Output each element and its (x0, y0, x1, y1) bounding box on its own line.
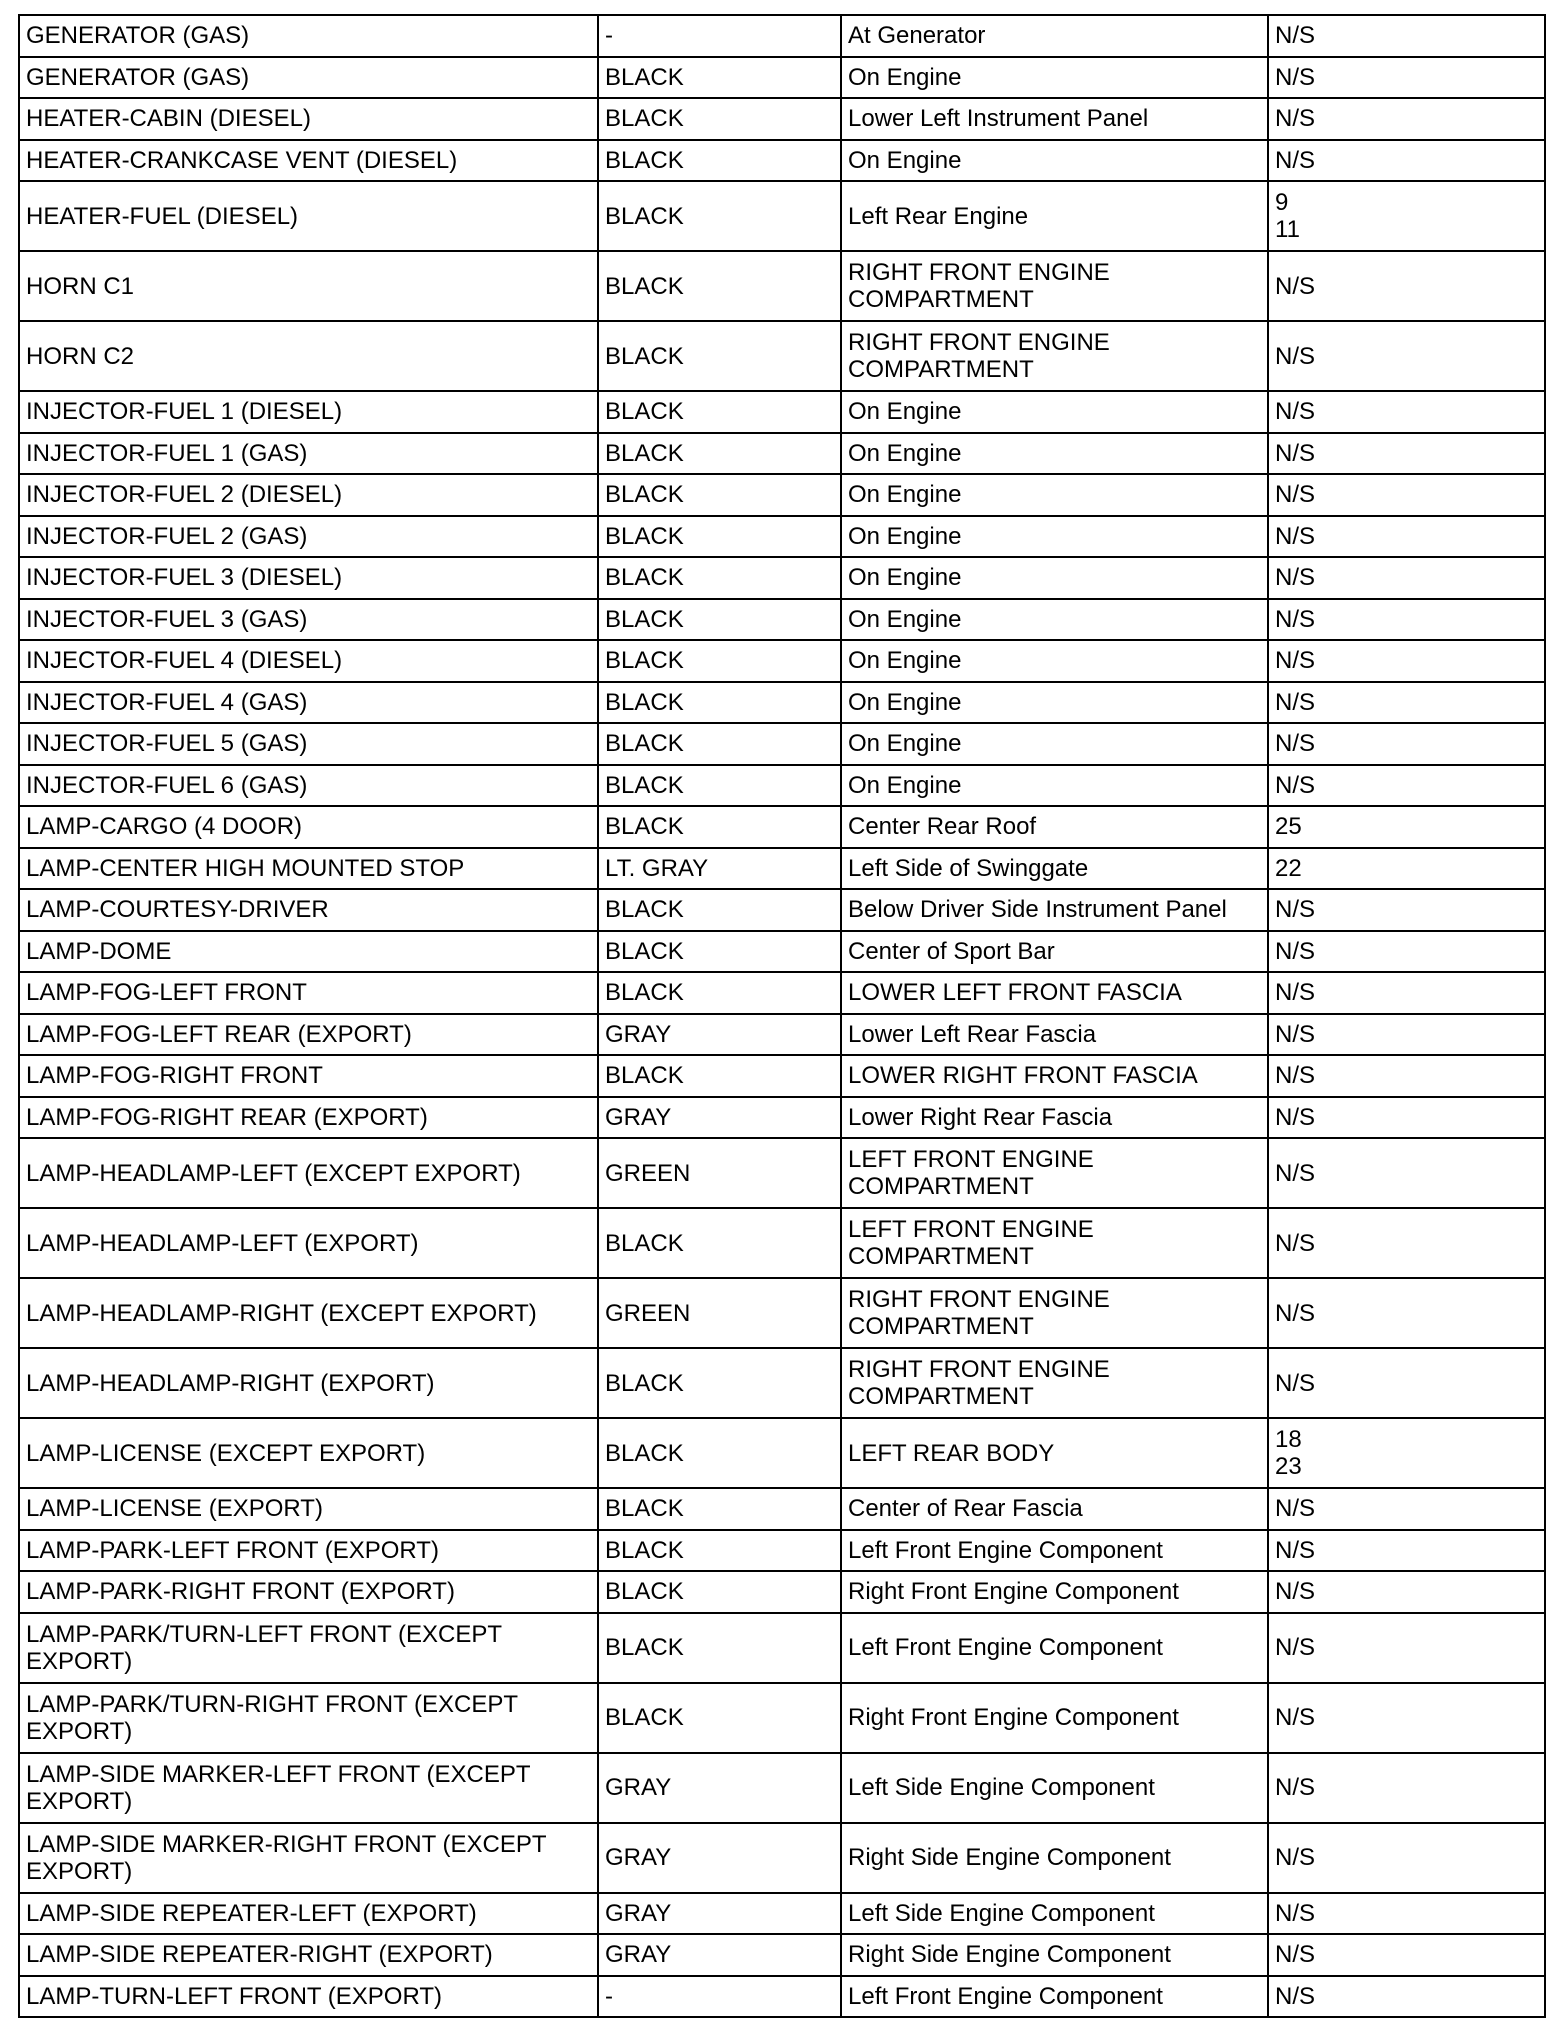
component-cell: INJECTOR-FUEL 3 (DIESEL) (19, 557, 598, 599)
connector-location-table (18, 14, 1546, 2018)
table-row (19, 765, 1545, 807)
component-cell: LAMP-HEADLAMP-LEFT (EXCEPT EXPORT) (19, 1138, 598, 1208)
connector-color-cell: BLACK (598, 98, 841, 140)
figure-cell: N/S (1268, 251, 1545, 321)
connector-color-cell: GRAY (598, 1097, 841, 1139)
component-cell: LAMP-LICENSE (EXPORT) (19, 1488, 598, 1530)
table-row (19, 98, 1545, 140)
location-cell: On Engine (841, 640, 1268, 682)
component-cell: LAMP-SIDE MARKER-LEFT FRONT (EXCEPT EXPORT) (19, 1753, 598, 1823)
component-cell: INJECTOR-FUEL 3 (GAS) (19, 599, 598, 641)
connector-color-cell: BLACK (598, 516, 841, 558)
connector-color-cell: BLACK (598, 765, 841, 807)
connector-color-cell: BLACK (598, 1208, 841, 1278)
location-cell: Lower Left Rear Fascia (841, 1014, 1268, 1056)
location-cell: Right Side Engine Component (841, 1934, 1268, 1976)
figure-cell: N/S (1268, 599, 1545, 641)
table-row (19, 15, 1545, 57)
figure-cell: N/S (1268, 1097, 1545, 1139)
component-cell: LAMP-CARGO (4 DOOR) (19, 806, 598, 848)
connector-color-cell: GRAY (598, 1934, 841, 1976)
table-row (19, 321, 1545, 391)
table-row (19, 1488, 1545, 1530)
connector-color-cell: BLACK (598, 1613, 841, 1683)
connector-color-cell: BLACK (598, 1683, 841, 1753)
table-row (19, 1055, 1545, 1097)
connector-color-cell: LT. GRAY (598, 848, 841, 890)
location-cell: Center Rear Roof (841, 806, 1268, 848)
table-row (19, 848, 1545, 890)
component-cell: INJECTOR-FUEL 4 (DIESEL) (19, 640, 598, 682)
location-cell: On Engine (841, 474, 1268, 516)
figure-cell: N/S (1268, 57, 1545, 99)
component-cell: HEATER-CRANKCASE VENT (DIESEL) (19, 140, 598, 182)
location-cell: Left Side Engine Component (841, 1893, 1268, 1935)
table-row (19, 57, 1545, 99)
table-row (19, 723, 1545, 765)
location-cell: On Engine (841, 391, 1268, 433)
location-cell: LOWER LEFT FRONT FASCIA (841, 972, 1268, 1014)
figure-cell: N/S (1268, 723, 1545, 765)
component-cell: GENERATOR (GAS) (19, 57, 598, 99)
figure-cell: 25 (1268, 806, 1545, 848)
location-cell: Right Side Engine Component (841, 1823, 1268, 1893)
figure-cell: N/S (1268, 1571, 1545, 1613)
component-cell: HORN C2 (19, 321, 598, 391)
component-cell: LAMP-PARK-LEFT FRONT (EXPORT) (19, 1530, 598, 1572)
figure-cell: N/S (1268, 1014, 1545, 1056)
figure-cell: N/S (1268, 15, 1545, 57)
figure-cell: N/S (1268, 1138, 1545, 1208)
component-cell: HEATER-CABIN (DIESEL) (19, 98, 598, 140)
location-cell: Left Front Engine Component (841, 1530, 1268, 1572)
location-cell: Left Front Engine Component (841, 1613, 1268, 1683)
connector-color-cell: GRAY (598, 1014, 841, 1056)
connector-color-cell: GRAY (598, 1753, 841, 1823)
table-row (19, 640, 1545, 682)
location-cell: LEFT FRONT ENGINE COMPARTMENT (841, 1138, 1268, 1208)
figure-cell: N/S (1268, 1753, 1545, 1823)
figure-cell: 22 (1268, 848, 1545, 890)
table-row (19, 557, 1545, 599)
location-cell: Center of Sport Bar (841, 931, 1268, 973)
component-cell: LAMP-PARK/TURN-LEFT FRONT (EXCEPT EXPORT) (19, 1613, 598, 1683)
table-row (19, 1530, 1545, 1572)
figure-cell: N/S (1268, 889, 1545, 931)
component-cell: LAMP-HEADLAMP-RIGHT (EXCEPT EXPORT) (19, 1278, 598, 1348)
connector-color-cell: BLACK (598, 474, 841, 516)
location-cell: Center of Rear Fascia (841, 1488, 1268, 1530)
connector-color-cell: BLACK (598, 57, 841, 99)
location-cell: LEFT FRONT ENGINE COMPARTMENT (841, 1208, 1268, 1278)
connector-color-cell: BLACK (598, 972, 841, 1014)
figure-cell: N/S (1268, 321, 1545, 391)
component-cell: LAMP-SIDE REPEATER-RIGHT (EXPORT) (19, 1934, 598, 1976)
connector-color-cell: BLACK (598, 640, 841, 682)
figure-cell: N/S (1268, 682, 1545, 724)
location-cell: On Engine (841, 57, 1268, 99)
figure-cell: N/S (1268, 1934, 1545, 1976)
connector-color-cell: BLACK (598, 599, 841, 641)
table-row (19, 1418, 1545, 1488)
connector-color-cell: BLACK (598, 557, 841, 599)
component-cell: GENERATOR (GAS) (19, 15, 598, 57)
connector-color-cell: - (598, 15, 841, 57)
table-row (19, 806, 1545, 848)
figure-cell: N/S (1268, 765, 1545, 807)
location-cell: Right Front Engine Component (841, 1683, 1268, 1753)
table-row (19, 1571, 1545, 1613)
figure-cell: N/S (1268, 1976, 1545, 2018)
table-row (19, 1753, 1545, 1823)
table-row (19, 1348, 1545, 1418)
table-row (19, 140, 1545, 182)
table-row (19, 1976, 1545, 2018)
component-cell: HORN C1 (19, 251, 598, 321)
figure-cell: N/S (1268, 1055, 1545, 1097)
table-row (19, 1208, 1545, 1278)
table-row (19, 682, 1545, 724)
location-cell: LOWER RIGHT FRONT FASCIA (841, 1055, 1268, 1097)
location-cell: RIGHT FRONT ENGINE COMPARTMENT (841, 1278, 1268, 1348)
location-cell: RIGHT FRONT ENGINE COMPARTMENT (841, 251, 1268, 321)
location-cell: LEFT REAR BODY (841, 1418, 1268, 1488)
table-row (19, 1278, 1545, 1348)
table-row (19, 1097, 1545, 1139)
connector-color-cell: BLACK (598, 931, 841, 973)
connector-color-cell: BLACK (598, 391, 841, 433)
figure-cell: N/S (1268, 1208, 1545, 1278)
location-cell: On Engine (841, 599, 1268, 641)
connector-color-cell: BLACK (598, 251, 841, 321)
table-row (19, 1823, 1545, 1893)
component-cell: LAMP-SIDE MARKER-RIGHT FRONT (EXCEPT EXPORT) (19, 1823, 598, 1893)
figure-cell: N/S (1268, 1488, 1545, 1530)
location-cell: Left Front Engine Component (841, 1976, 1268, 2018)
figure-cell: N/S (1268, 1683, 1545, 1753)
table-row (19, 474, 1545, 516)
figure-cell: N/S (1268, 140, 1545, 182)
figure-cell: 9 11 (1268, 181, 1545, 251)
connector-color-cell: GREEN (598, 1138, 841, 1208)
table-row (19, 1138, 1545, 1208)
connector-color-cell: - (598, 1976, 841, 2018)
location-cell: On Engine (841, 140, 1268, 182)
location-cell: Below Driver Side Instrument Panel (841, 889, 1268, 931)
connector-color-cell: BLACK (598, 321, 841, 391)
connector-color-cell: BLACK (598, 1530, 841, 1572)
connector-color-cell: BLACK (598, 1488, 841, 1530)
location-cell: On Engine (841, 682, 1268, 724)
connector-color-cell: BLACK (598, 682, 841, 724)
location-cell: RIGHT FRONT ENGINE COMPARTMENT (841, 321, 1268, 391)
component-cell: LAMP-HEADLAMP-LEFT (EXPORT) (19, 1208, 598, 1278)
table-row (19, 972, 1545, 1014)
component-cell: HEATER-FUEL (DIESEL) (19, 181, 598, 251)
component-cell: LAMP-HEADLAMP-RIGHT (EXPORT) (19, 1348, 598, 1418)
connector-color-cell: BLACK (598, 140, 841, 182)
figure-cell: N/S (1268, 1278, 1545, 1348)
figure-cell: 18 23 (1268, 1418, 1545, 1488)
component-cell: INJECTOR-FUEL 2 (DIESEL) (19, 474, 598, 516)
location-cell: On Engine (841, 765, 1268, 807)
location-cell: Left Rear Engine (841, 181, 1268, 251)
table-row (19, 889, 1545, 931)
connector-color-cell: BLACK (598, 181, 841, 251)
table-row (19, 931, 1545, 973)
component-cell: LAMP-PARK-RIGHT FRONT (EXPORT) (19, 1571, 598, 1613)
location-cell: Left Side Engine Component (841, 1753, 1268, 1823)
connector-color-cell: BLACK (598, 889, 841, 931)
figure-cell: N/S (1268, 972, 1545, 1014)
figure-cell: N/S (1268, 1530, 1545, 1572)
location-cell: On Engine (841, 433, 1268, 475)
table-row (19, 1014, 1545, 1056)
component-cell: INJECTOR-FUEL 1 (GAS) (19, 433, 598, 475)
component-cell: LAMP-FOG-RIGHT FRONT (19, 1055, 598, 1097)
connector-color-cell: BLACK (598, 723, 841, 765)
connector-color-cell: GRAY (598, 1893, 841, 1935)
location-cell: On Engine (841, 723, 1268, 765)
component-cell: LAMP-SIDE REPEATER-LEFT (EXPORT) (19, 1893, 598, 1935)
connector-color-cell: BLACK (598, 1571, 841, 1613)
table-row (19, 599, 1545, 641)
component-cell: LAMP-FOG-LEFT REAR (EXPORT) (19, 1014, 598, 1056)
table-row (19, 1683, 1545, 1753)
table-row (19, 181, 1545, 251)
component-cell: INJECTOR-FUEL 4 (GAS) (19, 682, 598, 724)
component-cell: LAMP-PARK/TURN-RIGHT FRONT (EXCEPT EXPORT) (19, 1683, 598, 1753)
location-cell: On Engine (841, 557, 1268, 599)
component-cell: INJECTOR-FUEL 2 (GAS) (19, 516, 598, 558)
figure-cell: N/S (1268, 391, 1545, 433)
table-row (19, 1613, 1545, 1683)
table-row (19, 1934, 1545, 1976)
location-cell: At Generator (841, 15, 1268, 57)
component-cell: LAMP-DOME (19, 931, 598, 973)
connector-color-cell: BLACK (598, 433, 841, 475)
table-row (19, 1893, 1545, 1935)
location-cell: Lower Right Rear Fascia (841, 1097, 1268, 1139)
connector-color-cell: GRAY (598, 1823, 841, 1893)
figure-cell: N/S (1268, 516, 1545, 558)
component-cell: LAMP-FOG-LEFT FRONT (19, 972, 598, 1014)
figure-cell: N/S (1268, 557, 1545, 599)
table-row (19, 391, 1545, 433)
table-row (19, 251, 1545, 321)
figure-cell: N/S (1268, 474, 1545, 516)
component-cell: LAMP-COURTESY-DRIVER (19, 889, 598, 931)
component-cell: INJECTOR-FUEL 5 (GAS) (19, 723, 598, 765)
component-cell: INJECTOR-FUEL 6 (GAS) (19, 765, 598, 807)
component-cell: LAMP-FOG-RIGHT REAR (EXPORT) (19, 1097, 598, 1139)
location-cell: Right Front Engine Component (841, 1571, 1268, 1613)
component-cell: LAMP-LICENSE (EXCEPT EXPORT) (19, 1418, 598, 1488)
connector-color-cell: BLACK (598, 1055, 841, 1097)
figure-cell: N/S (1268, 640, 1545, 682)
component-cell: LAMP-TURN-LEFT FRONT (EXPORT) (19, 1976, 598, 2018)
component-cell: LAMP-CENTER HIGH MOUNTED STOP (19, 848, 598, 890)
figure-cell: N/S (1268, 1893, 1545, 1935)
location-cell: On Engine (841, 516, 1268, 558)
location-cell: Left Side of Swinggate (841, 848, 1268, 890)
location-cell: Lower Left Instrument Panel (841, 98, 1268, 140)
figure-cell: N/S (1268, 1823, 1545, 1893)
figure-cell: N/S (1268, 433, 1545, 475)
component-cell: INJECTOR-FUEL 1 (DIESEL) (19, 391, 598, 433)
connector-color-cell: GREEN (598, 1278, 841, 1348)
figure-cell: N/S (1268, 1613, 1545, 1683)
connector-color-cell: BLACK (598, 1418, 841, 1488)
location-cell: RIGHT FRONT ENGINE COMPARTMENT (841, 1348, 1268, 1418)
figure-cell: N/S (1268, 98, 1545, 140)
figure-cell: N/S (1268, 931, 1545, 973)
table-body (19, 15, 1545, 2017)
table-row (19, 433, 1545, 475)
connector-color-cell: BLACK (598, 1348, 841, 1418)
figure-cell: N/S (1268, 1348, 1545, 1418)
table-row (19, 516, 1545, 558)
connector-color-cell: BLACK (598, 806, 841, 848)
